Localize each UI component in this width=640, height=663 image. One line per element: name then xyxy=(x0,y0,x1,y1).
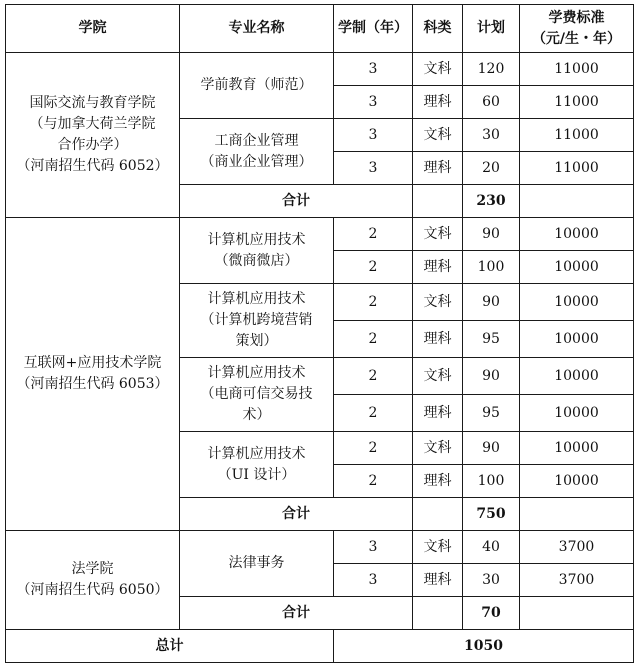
enrollment-plan-table xyxy=(5,4,634,663)
fee-cell: 10000 xyxy=(520,321,634,358)
subtotal-value: 70 xyxy=(463,597,520,630)
plan-cell: 100 xyxy=(463,465,520,498)
subtotal-label: 合计 xyxy=(180,185,413,218)
category-cell: 文科 xyxy=(413,119,463,152)
years-cell: 3 xyxy=(334,119,413,152)
category-cell: 文科 xyxy=(413,218,463,251)
category-cell: 文科 xyxy=(413,432,463,465)
header-category: 科类 xyxy=(413,5,463,53)
plan-cell: 95 xyxy=(463,395,520,432)
plan-cell: 120 xyxy=(463,53,520,86)
college-name: 国际交流与教育学院 （与加拿大荷兰学院 合作办学） （河南招生代码 6052） xyxy=(6,53,180,218)
table-row xyxy=(6,218,634,251)
college-name: 法学院 （河南招生代码 6050） xyxy=(6,531,180,630)
category-cell: 理科 xyxy=(413,152,463,185)
years-cell: 2 xyxy=(334,465,413,498)
years-cell: 3 xyxy=(334,86,413,119)
major-name: 学前教育（师范） xyxy=(180,53,334,119)
years-cell: 2 xyxy=(334,284,413,321)
years-cell: 3 xyxy=(334,531,413,564)
major-name: 计算机应用技术 （UI 设计） xyxy=(180,432,334,498)
fee-cell: 11000 xyxy=(520,119,634,152)
fee-cell: 11000 xyxy=(520,53,634,86)
plan-cell: 100 xyxy=(463,251,520,284)
category-cell: 理科 xyxy=(413,465,463,498)
header-years: 学制（年） xyxy=(334,5,413,53)
major-name: 工商企业管理 （商业企业管理） xyxy=(180,119,334,185)
fee-cell: 11000 xyxy=(520,86,634,119)
fee-cell: 10000 xyxy=(520,465,634,498)
fee-cell: 10000 xyxy=(520,251,634,284)
years-cell: 2 xyxy=(334,321,413,358)
plan-cell: 20 xyxy=(463,152,520,185)
header-plan: 计划 xyxy=(463,5,520,53)
subtotal-label: 合计 xyxy=(180,498,413,531)
empty-cell xyxy=(413,498,463,531)
table-row xyxy=(6,53,634,86)
major-name: 法律事务 xyxy=(180,531,334,597)
plan-cell: 90 xyxy=(463,284,520,321)
fee-cell: 10000 xyxy=(520,432,634,465)
years-cell: 3 xyxy=(334,53,413,86)
subtotal-label: 合计 xyxy=(180,597,413,630)
fee-cell: 3700 xyxy=(520,564,634,597)
major-name: 计算机应用技术 （电商可信交易技 术） xyxy=(180,358,334,432)
plan-cell: 90 xyxy=(463,358,520,395)
category-cell: 理科 xyxy=(413,251,463,284)
total-value: 1050 xyxy=(334,630,634,663)
years-cell: 2 xyxy=(334,218,413,251)
table-row xyxy=(6,531,634,564)
header-row xyxy=(6,5,634,53)
years-cell: 2 xyxy=(334,395,413,432)
fee-cell: 10000 xyxy=(520,218,634,251)
header-college: 学院 xyxy=(6,5,180,53)
category-cell: 文科 xyxy=(413,53,463,86)
years-cell: 2 xyxy=(334,358,413,395)
empty-cell xyxy=(413,597,463,630)
major-name: 计算机应用技术 （计算机跨境营销 策划） xyxy=(180,284,334,358)
subtotal-value: 750 xyxy=(463,498,520,531)
fee-cell: 10000 xyxy=(520,284,634,321)
plan-cell: 60 xyxy=(463,86,520,119)
category-cell: 理科 xyxy=(413,86,463,119)
empty-cell xyxy=(520,498,634,531)
fee-cell: 10000 xyxy=(520,395,634,432)
fee-cell: 10000 xyxy=(520,358,634,395)
total-row xyxy=(6,630,634,663)
fee-cell: 3700 xyxy=(520,531,634,564)
category-cell: 文科 xyxy=(413,358,463,395)
empty-cell xyxy=(520,597,634,630)
plan-cell: 95 xyxy=(463,321,520,358)
plan-cell: 90 xyxy=(463,432,520,465)
header-major: 专业名称 xyxy=(180,5,334,53)
years-cell: 2 xyxy=(334,432,413,465)
category-cell: 理科 xyxy=(413,321,463,358)
college-name: 互联网+应用技术学院 （河南招生代码 6053） xyxy=(6,218,180,531)
plan-cell: 40 xyxy=(463,531,520,564)
years-cell: 3 xyxy=(334,564,413,597)
years-cell: 2 xyxy=(334,251,413,284)
category-cell: 文科 xyxy=(413,284,463,321)
total-label: 总计 xyxy=(6,630,334,663)
years-cell: 3 xyxy=(334,152,413,185)
plan-cell: 90 xyxy=(463,218,520,251)
empty-cell xyxy=(413,185,463,218)
major-name: 计算机应用技术 （微商微店） xyxy=(180,218,334,284)
category-cell: 文科 xyxy=(413,531,463,564)
category-cell: 理科 xyxy=(413,395,463,432)
empty-cell xyxy=(520,185,634,218)
header-fee: 学费标准 （元/生・年） xyxy=(520,5,634,53)
subtotal-value: 230 xyxy=(463,185,520,218)
category-cell: 理科 xyxy=(413,564,463,597)
fee-cell: 11000 xyxy=(520,152,634,185)
plan-cell: 30 xyxy=(463,119,520,152)
plan-cell: 30 xyxy=(463,564,520,597)
